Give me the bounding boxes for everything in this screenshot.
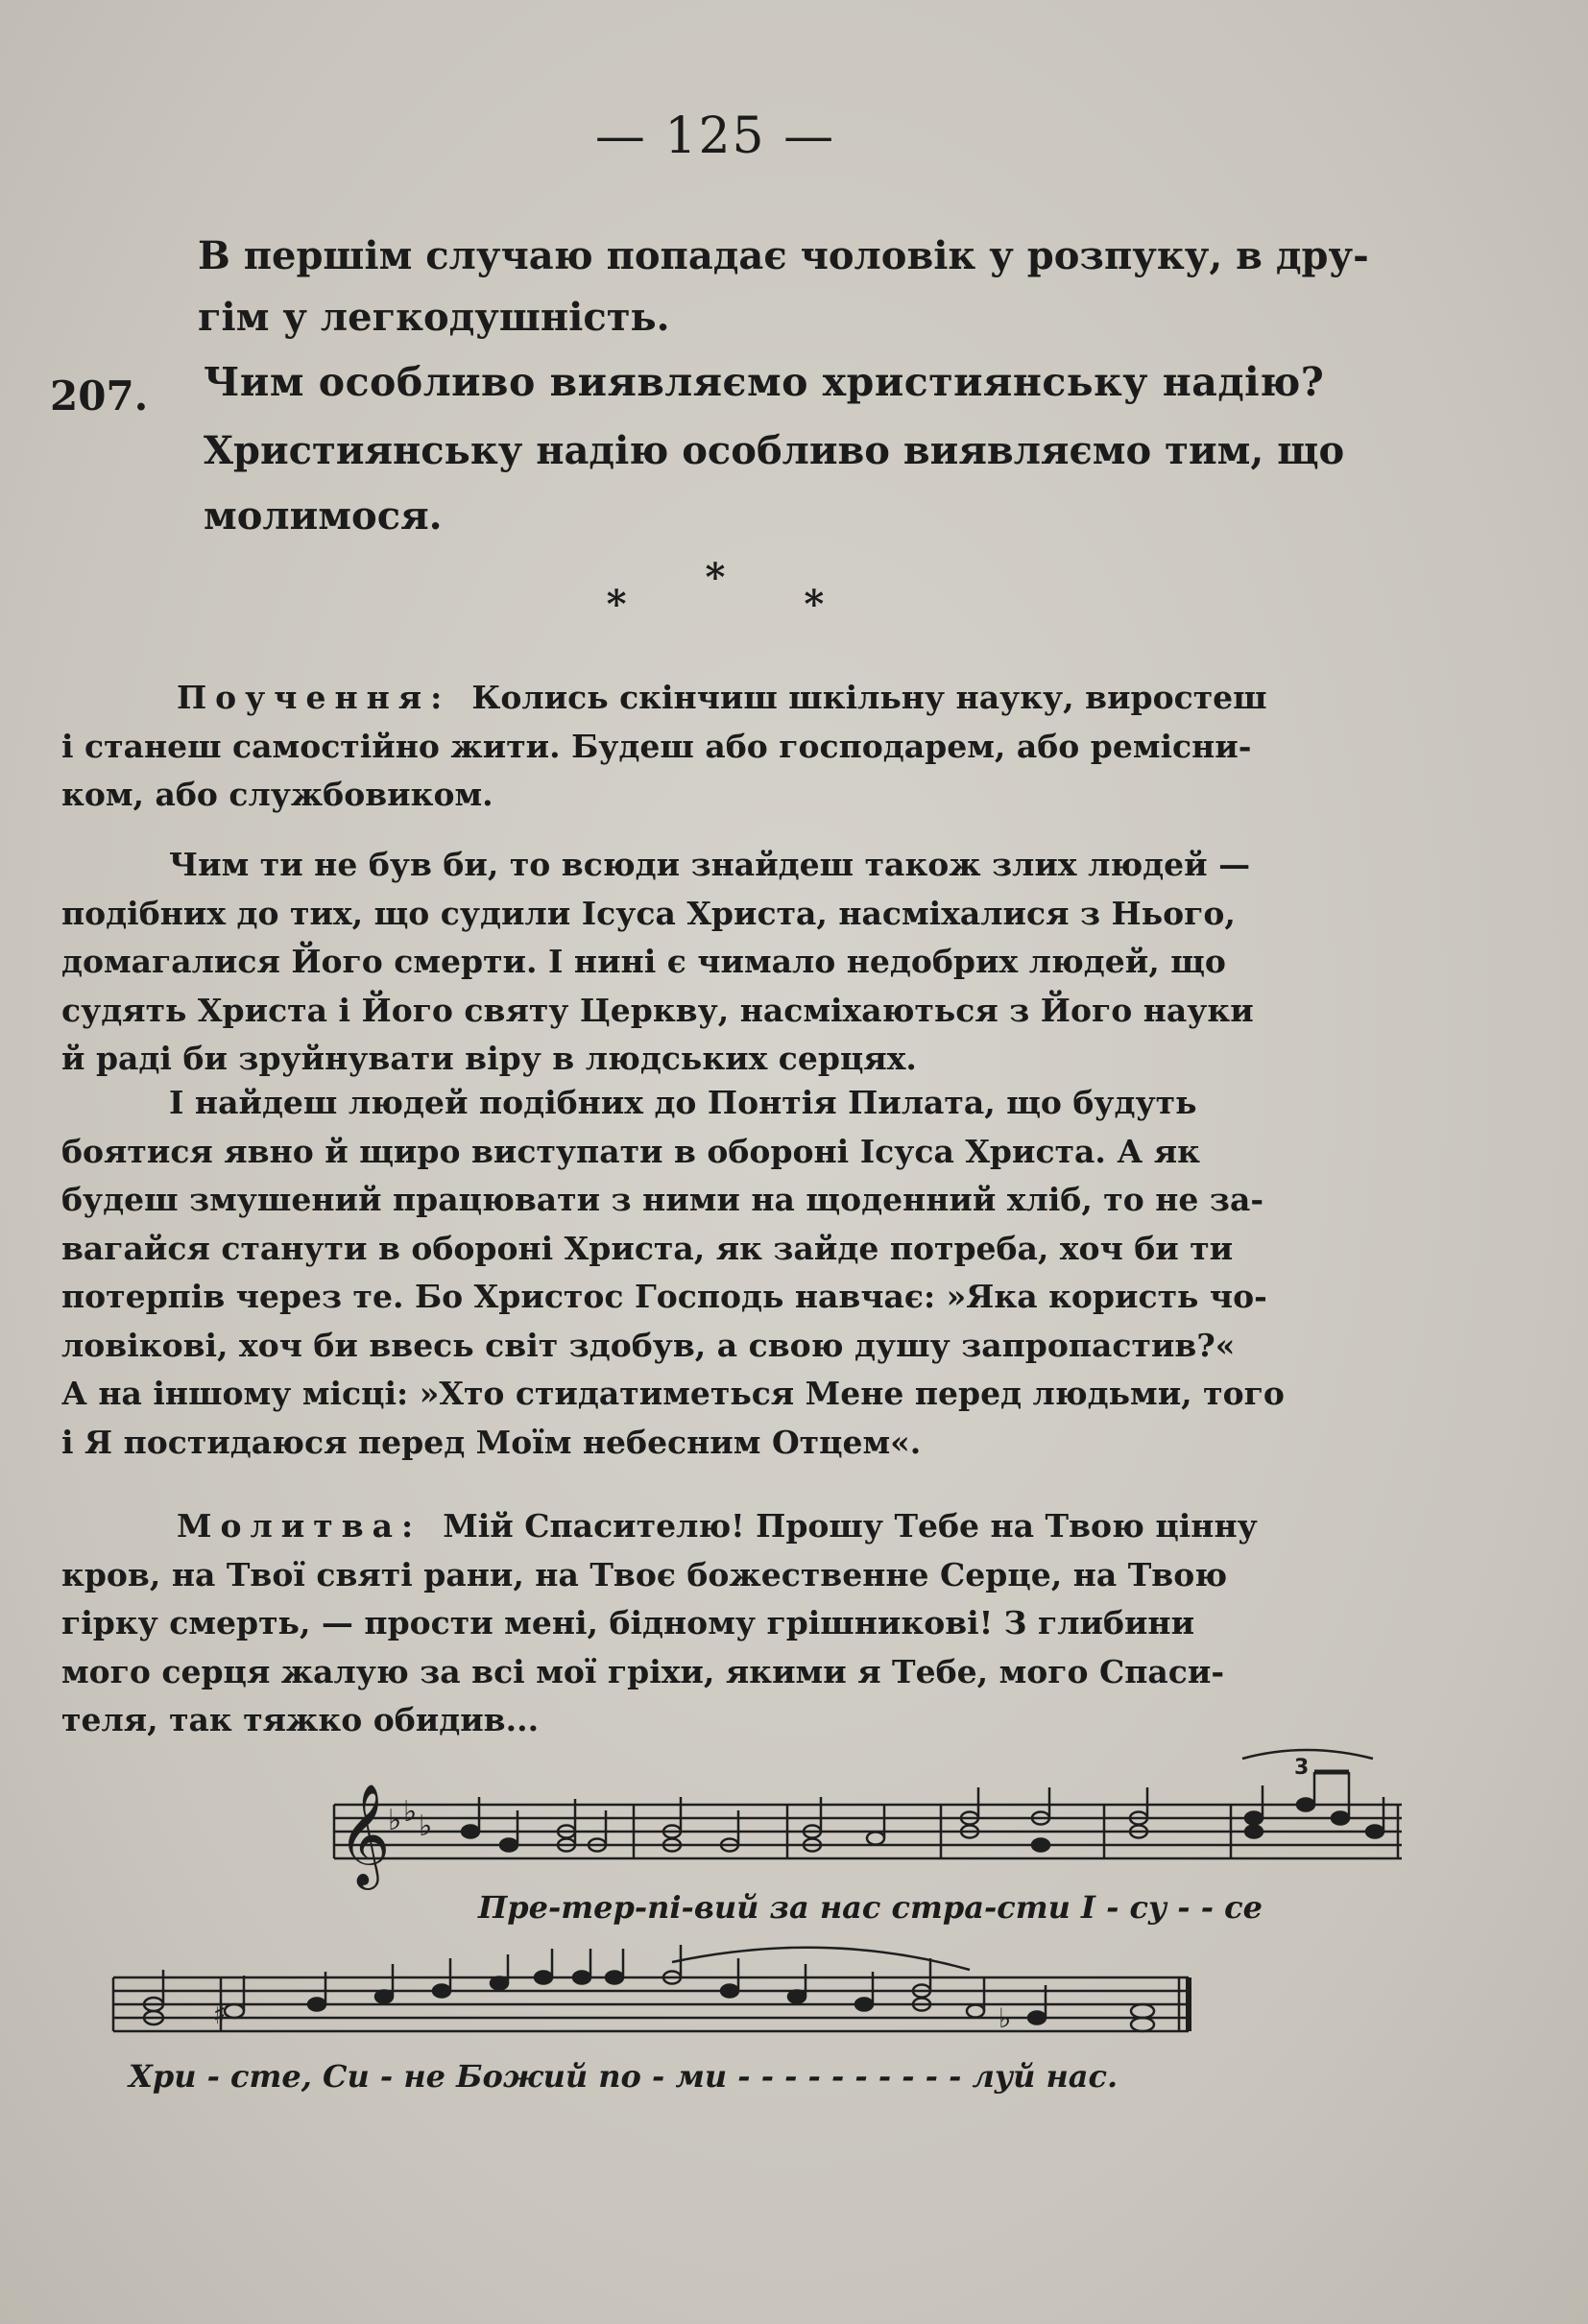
triplet-mark: 3 (1294, 1756, 1310, 1780)
prayer-line: кров, на Твої святі рани, на Твоє божественне Серце, на Твою (61, 1555, 1228, 1593)
intro-line: гім у легкодушність. (198, 295, 670, 340)
question-text: Чим особливо виявляємо християнську надію? (204, 359, 1325, 405)
lesson-line: вагайся станути в обороні Христа, як зайде потреба, хоч би ти (61, 1229, 1234, 1267)
lesson-line: й раді би зруйнувати віру в людських серцях. (61, 1040, 917, 1077)
lesson-line: подібних до тих, що судили Ісуса Христа, насміхалися з Нього, (61, 894, 1236, 932)
tie-mark (672, 1948, 970, 1970)
lesson-line: і Я постидаюся перед Моїм небесним Отцем«. (61, 1423, 922, 1461)
flat-signs (388, 1795, 432, 1843)
lesson-line: Чим ти не був би, то всюди знайдеш також злих людей — (169, 846, 1251, 883)
lesson-line: судять Христа і Його святу Церкву, насміхаються з Його науки (61, 991, 1254, 1029)
page-number: — 125 — (594, 108, 836, 165)
notes-staff-1 (462, 1772, 1383, 1852)
svg-text:♯: ♯ (213, 1999, 227, 2030)
lesson-line: Колись скінчиш шкільну науку, виростеш (471, 679, 1267, 716)
lesson-line: і станеш самостійно жити. Будеш або господарем, або ремісни- (61, 727, 1252, 765)
lesson-line: І найдеш людей подібних до Понтія Пилата, що будуть (169, 1084, 1197, 1121)
lesson-line: будеш змушений працювати з ними на щоденний хліб, то не за- (61, 1181, 1264, 1218)
answer-line: Християнську надію особливо виявляємо тим, що (204, 428, 1345, 473)
lesson-line: ком, або службовиком. (61, 776, 493, 813)
lesson-line: потерпів через те. Бо Христос Господь навчає: »Яка користь чо- (61, 1278, 1267, 1315)
prayer-line: мого серця жалую за всі мої гріхи, якими я Тебе, мого Спаси- (61, 1652, 1225, 1690)
separator-star: * (804, 582, 825, 627)
lesson-line: ловікові, хоч би ввесь світ здобув, а свою душу запропастив?« (61, 1326, 1236, 1364)
lesson-line: А на іншому місці: »Хто стидатиметься Мене перед людьми, того (61, 1375, 1285, 1412)
svg-text:♭: ♭ (999, 2002, 1012, 2034)
intro-line: В першім случаю попадає чоловік у розпуку, в дру- (198, 233, 1369, 278)
lesson-label: Поучення: (177, 679, 451, 716)
lesson-line: боятися явно й щиро виступати в обороні Ісуса Христа. А як (61, 1132, 1200, 1170)
treble-clef-icon: 𝄞 (338, 1783, 391, 1885)
svg-text:♭: ♭ (419, 1809, 433, 1843)
separator-star: * (705, 555, 726, 600)
svg-text:♭: ♭ (403, 1795, 418, 1829)
lesson-line: домагалися Його смерти. І нині є чимало недобрих людей, що (61, 943, 1226, 980)
question-number: 207. (50, 372, 149, 419)
staff-1 (334, 1805, 1402, 1858)
answer-line: молимося. (204, 493, 443, 539)
prayer-line: гірку смерть, — прости мені, бідному грішникові! З глибини (61, 1604, 1195, 1641)
prayer-line: Мій Спасителю! Прошу Тебе на Твою цінну (443, 1507, 1258, 1545)
prayer-label: Молитва: (177, 1507, 422, 1545)
separator-star: * (606, 582, 627, 627)
staff-2 (113, 1977, 1189, 2031)
prayer-line: теля, так тяжко обидив... (61, 1701, 540, 1738)
lyrics-line-2: Хри - сте, Си - не Божий по - ми - - - - - - - - - - луй нас. (129, 2058, 1119, 2095)
lyrics-line-1: Пре-тер-пі-вий за нас стра-сти І - су - - се (478, 1889, 1263, 1926)
svg-text:♭: ♭ (388, 1804, 402, 1837)
